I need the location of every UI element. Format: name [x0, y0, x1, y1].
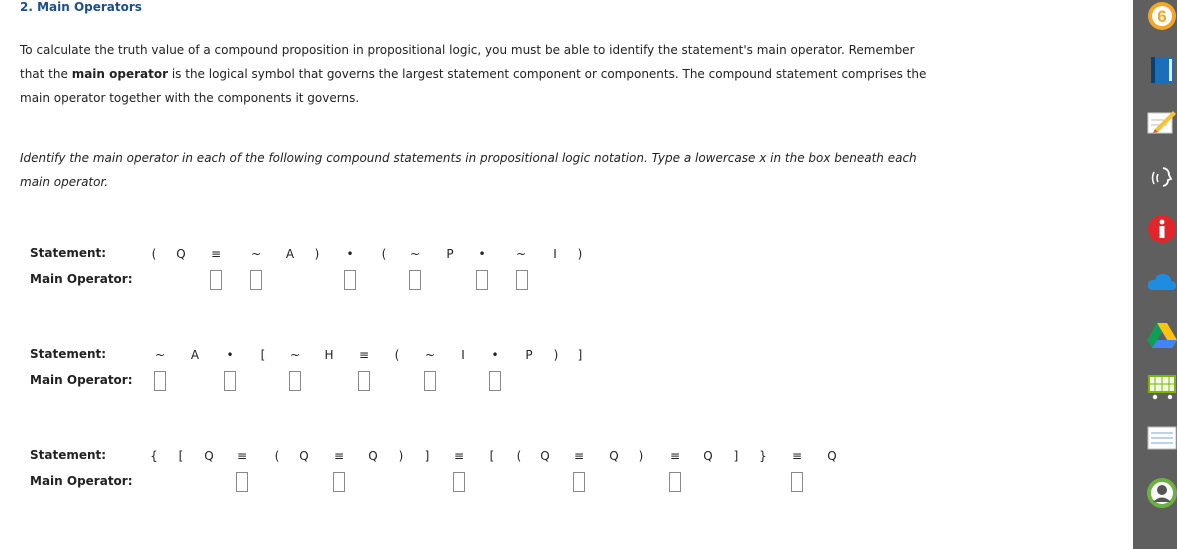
- main-operator-bold: main operator: [71, 67, 169, 81]
- operator-answer-input[interactable]: [670, 476, 680, 494]
- statement-symbol: ≡: [791, 449, 803, 463]
- operator-answer-input[interactable]: [251, 274, 261, 292]
- statement-symbol: Q: [299, 449, 309, 463]
- statement-symbol: ~: [250, 247, 262, 261]
- drive-icon[interactable]: [1147, 320, 1177, 350]
- statement-symbol: Q: [609, 449, 619, 463]
- operator-answer-input[interactable]: [334, 476, 344, 494]
- statement-label-3: Statement:: [30, 448, 107, 462]
- cart-icon[interactable]: [1147, 372, 1177, 402]
- intro-text-1: To calculate the truth value of a compound proposition in propositional logic, you must be able to identify the statement's main operator. Remember that the: [20, 43, 915, 81]
- operator-answer-box[interactable]: [344, 270, 356, 290]
- main-operator-label-3: Main Operator:: [30, 474, 133, 488]
- statement-symbol: ]: [424, 449, 430, 463]
- statement-symbol: ≡: [669, 449, 681, 463]
- book-icon[interactable]: [1147, 55, 1177, 85]
- statement-label-2: Statement:: [30, 347, 107, 361]
- instruction-text: Identify the main operator in each of the following compound statements in propositional logic notation. Type a lowercase x in the box beneath each main operator.: [20, 151, 917, 189]
- statement-symbol: [: [178, 449, 184, 463]
- statement-symbol: •: [478, 247, 486, 261]
- main-operator-label-1: Main Operator:: [30, 272, 133, 286]
- read-aloud-icon[interactable]: [1147, 163, 1177, 193]
- operator-answer-input[interactable]: [410, 274, 420, 292]
- operator-answer-input[interactable]: [792, 476, 802, 494]
- statement-symbol: H: [324, 348, 334, 362]
- operator-answer-box[interactable]: [424, 371, 436, 391]
- statement-symbol: •: [491, 348, 499, 362]
- operator-answer-box[interactable]: [573, 472, 585, 492]
- statement-symbol: Q: [368, 449, 378, 463]
- statement-symbol: Q: [204, 449, 214, 463]
- operator-answer-box[interactable]: [210, 270, 222, 290]
- operator-answer-input[interactable]: [517, 274, 527, 292]
- statement-symbol: Q: [540, 449, 550, 463]
- statement-symbol: (: [516, 449, 522, 463]
- cengage-six-icon[interactable]: [1147, 1, 1177, 31]
- operator-answer-box[interactable]: [476, 270, 488, 290]
- statement-symbol: P: [446, 247, 454, 261]
- statement-symbol: ]: [733, 449, 739, 463]
- user-circle-icon[interactable]: [1147, 478, 1177, 508]
- statement-symbol: (: [151, 247, 157, 261]
- statement-symbol: ): [398, 449, 404, 463]
- statement-symbol: [: [489, 449, 495, 463]
- statement-symbol: ): [638, 449, 644, 463]
- operator-answer-input[interactable]: [237, 476, 247, 494]
- operator-answer-box[interactable]: [154, 371, 166, 391]
- operator-answer-box[interactable]: [791, 472, 803, 492]
- operator-answer-input[interactable]: [290, 375, 300, 393]
- info-icon[interactable]: [1147, 214, 1177, 244]
- statement-symbol: ]: [577, 348, 583, 362]
- statement-label-1: Statement:: [30, 246, 107, 260]
- operator-answer-input[interactable]: [225, 375, 235, 393]
- statement-symbol: •: [346, 247, 354, 261]
- statement-symbol: I: [461, 348, 465, 362]
- statement-symbol: Q: [827, 449, 837, 463]
- cloud-icon[interactable]: [1147, 267, 1177, 297]
- statement-symbol: ): [577, 247, 583, 261]
- operator-answer-box[interactable]: [669, 472, 681, 492]
- statement-symbol: ~: [154, 348, 166, 362]
- operator-answer-box[interactable]: [516, 270, 528, 290]
- statement-symbol: ~: [409, 247, 421, 261]
- statement-symbol: A: [285, 247, 295, 261]
- operator-answer-box[interactable]: [358, 371, 370, 391]
- statement-symbol: ~: [424, 348, 436, 362]
- statement-symbol: P: [525, 348, 533, 362]
- operator-answer-box[interactable]: [236, 472, 248, 492]
- operator-answer-input[interactable]: [477, 274, 487, 292]
- operator-answer-box[interactable]: [489, 371, 501, 391]
- statement-symbol: Q: [176, 247, 186, 261]
- statement-symbol: ≡: [453, 449, 465, 463]
- statement-symbol: ≡: [210, 247, 222, 261]
- statement-symbol: [: [260, 348, 266, 362]
- main-operator-label-2: Main Operator:: [30, 373, 133, 387]
- statement-symbol: ~: [289, 348, 301, 362]
- svg-text:6: 6: [1157, 7, 1167, 26]
- operator-answer-box[interactable]: [409, 270, 421, 290]
- operator-answer-box[interactable]: [250, 270, 262, 290]
- statement-symbol: A: [190, 348, 200, 362]
- operator-answer-input[interactable]: [359, 375, 369, 393]
- statement-symbol: ): [553, 348, 559, 362]
- question-title: 2. Main Operators: [20, 0, 142, 14]
- operator-answer-box[interactable]: [333, 472, 345, 492]
- flashcards-icon[interactable]: [1147, 424, 1177, 454]
- statement-symbol: (: [274, 449, 280, 463]
- operator-answer-input[interactable]: [454, 476, 464, 494]
- operator-answer-input[interactable]: [155, 375, 165, 393]
- operator-answer-box[interactable]: [289, 371, 301, 391]
- statement-symbol: ≡: [333, 449, 345, 463]
- intro-text-2: is the logical symbol that governs the largest statement component or components. The compound statement comprises the main operator together with the components it governs.: [20, 67, 927, 105]
- statement-symbol: (: [394, 348, 400, 362]
- statement-symbol: }: [759, 449, 767, 463]
- statement-symbol: I: [553, 247, 557, 261]
- intro-paragraph: [20, 38, 940, 110]
- statement-symbol: Q: [703, 449, 713, 463]
- operator-answer-input[interactable]: [490, 375, 500, 393]
- statement-symbol: ≡: [358, 348, 370, 362]
- operator-answer-input[interactable]: [425, 375, 435, 393]
- operator-answer-input[interactable]: [211, 274, 221, 292]
- operator-answer-box[interactable]: [453, 472, 465, 492]
- statement-symbol: ): [314, 247, 320, 261]
- operator-answer-input[interactable]: [574, 476, 584, 494]
- statement-symbol: ~: [515, 247, 527, 261]
- statement-symbol: ≡: [236, 449, 248, 463]
- operator-answer-box[interactable]: [224, 371, 236, 391]
- statement-symbol: (: [381, 247, 387, 261]
- statement-symbol: •: [226, 348, 234, 362]
- operator-answer-input[interactable]: [345, 274, 355, 292]
- notepad-pencil-icon[interactable]: [1147, 107, 1177, 137]
- statement-symbol: ≡: [573, 449, 585, 463]
- statement-symbol: {: [150, 449, 158, 463]
